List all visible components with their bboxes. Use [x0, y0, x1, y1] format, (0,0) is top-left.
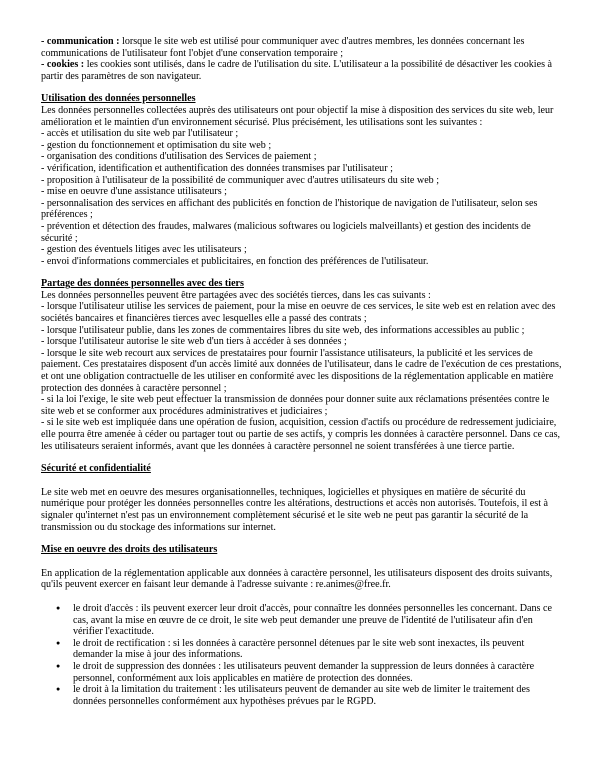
- list-item: - prévention et détection des fraudes, malwares (malicious softwares ou logiciels malveillants) et gestion des incidents de sécurité ;: [41, 220, 531, 244]
- list-item: - organisation des conditions d'utilisation des Services de paiement ;: [41, 151, 317, 163]
- list-item: - proposition à l'utilisateur de la possibilité de communiquer avec d'autres utilisateurs du site web ;: [41, 174, 440, 186]
- list-item: - mise en oeuvre d'une assistance utilisateurs ;: [41, 186, 227, 198]
- term-communication: - communication :: [41, 36, 120, 47]
- list-item: - envoi d'informations commerciales et publicitaires, en fonction des préférences de l'utilisateur.: [41, 255, 429, 267]
- rights-list-item: ● le droit à la limitation du traitement : les utilisateurs peuvent de demander au site web de limiter le traitement des données personnelles conformément aux hypothèses prévues par le RGPD.: [41, 684, 563, 707]
- section-intro-utilisation: Les données personnelles collectées auprès des utilisateurs ont pour objectif la mise à disposition des services du site web, leur amélioration et le maintien d'un environnement sécurisé. Plus précisément, les utilisations sont les suivantes :: [41, 104, 554, 128]
- section-intro-partage: Les données personnelles peuvent être partagées avec des sociétés tierces, dans les cas suivants :: [41, 289, 431, 301]
- list-item: - lorsque le site web recourt aux services de prestataires pour fournir l'assistance utilisateurs, la publicité et les services de paiement. Ces prestataires disposent d'un accès limité aux données de l'utilisateur, dans le cadre de l'exécution de ces prestations, et ont une obligation contractuelle de les utiliser en conformité avec les dispositions de la réglementation applicable en matière protection des données à caractère personnel ;: [41, 347, 562, 394]
- list-item: - lorsque l'utilisateur publie, dans les zones de commentaires libres du site web, des informations accessibles au public ;: [41, 324, 525, 336]
- rights-list-item: ● le droit de suppression des données : les utilisateurs peuvent demander la suppression de leurs données à caractère personnel, conformément aux lois applicables en matière de protection des données.: [41, 661, 563, 684]
- section-heading-droits: Mise en oeuvre des droits des utilisateurs: [41, 544, 218, 556]
- section-intro-droits: En application de la réglementation applicable aux données à caractère personnel, les utilisateurs disposent des droits suivants, qu'ils peuvent exercer en faisant leur demande à l'adresse suivante : re.animes@free.fr.: [41, 567, 553, 591]
- list-item: - lorsque l'utilisateur autorise le site web d'un tiers à accéder à ses données ;: [41, 336, 347, 348]
- section-body-securite: Le site web met en oeuvre des mesures organisationnelles, techniques, logicielles et physiques en matière de sécurité du numérique pour protéger les données personnelles contre les altérations, destructions et accès non autorisés. Toutefois, il est à signaler qu'internet n'est pas un environnement complètement sécurisé et le site web ne peut pas garantir la sécurité de la transmission ou du stockage des informations sur internet.: [41, 486, 549, 533]
- list-item: - si la loi l'exige, le site web peut effectuer la transmission de données pour donner suite aux réclamations présentées contre le site web et se conformer aux procédures administratives et judiciaires ;: [41, 394, 550, 417]
- list-item: - gestion du fonctionnement et optimisation du site web ;: [41, 139, 272, 151]
- document-page: [41, 36, 563, 707]
- list-item: - personnalisation des services en affichant des publicités en fonction de l'historique de navigation de l'utilisateur, selon ses préférences ;: [41, 197, 538, 221]
- rights-list-item: ● le droit d'accès : ils peuvent exercer leur droit d'accès, pour connaître les données personnelles les concernant. Dans ce cas, avant la mise en œuvre de ce droit, le site web peut demander une preuve de l'identité de l'utilisateur afin d'en vérifier l'exactitude.: [41, 603, 563, 638]
- rights-list: [41, 603, 563, 707]
- list-item: - gestion des éventuels litiges avec les utilisateurs ;: [41, 244, 247, 256]
- list-item: - accès et utilisation du site web par l'utilisateur ;: [41, 128, 239, 140]
- intro-paragraph-communication: [41, 36, 563, 59]
- section-heading-partage: Partage des données personnelles avec des tiers: [41, 278, 244, 290]
- section-heading-securite: Sécurité et confidentialité: [41, 463, 151, 475]
- text-communication: lorsque le site web est utilisé pour communiquer avec d'autres membres, les données concernant les communications de l'utilisateur font l'objet d'une conservation temporaire ;: [41, 36, 525, 59]
- section-heading-utilisation: Utilisation des données personnelles: [41, 93, 196, 105]
- text-cookies: les cookies sont utilisés, dans le cadre de l'utilisation du site. L'utilisateur a la possibilité de désactiver les cookies à partir des paramètres de son navigateur.: [41, 59, 553, 82]
- rights-list-item: ● le droit de rectification : si les données à caractère personnel détenues par le site web sont inexactes, ils peuvent demander la mise à jour des informations.: [41, 638, 563, 661]
- list-item: - lorsque l'utilisateur utilise les services de paiement, pour la mise en oeuvre de ces services, le site web est en relation avec des sociétés bancaires et financières tierces avec lesquelles elle a passé des contrats ;: [41, 301, 556, 325]
- term-cookies: - cookies :: [41, 59, 85, 71]
- list-item: - si le site web est impliquée dans une opération de fusion, acquisition, cession d'actifs ou procédure de redressement judiciaire, elle pourra être amenée à céder ou partager tout ou partie de ses actifs, y compris les données à caractère personnel. Dans ce cas, les utilisateurs seraient informés, avant que les données à caractère personnel ne soient transférées à une tierce partie.: [41, 417, 561, 452]
- intro-paragraph-cookies: [41, 59, 563, 82]
- list-item: - vérification, identification et authentification des données transmises par l'utilisateur ;: [41, 162, 393, 174]
